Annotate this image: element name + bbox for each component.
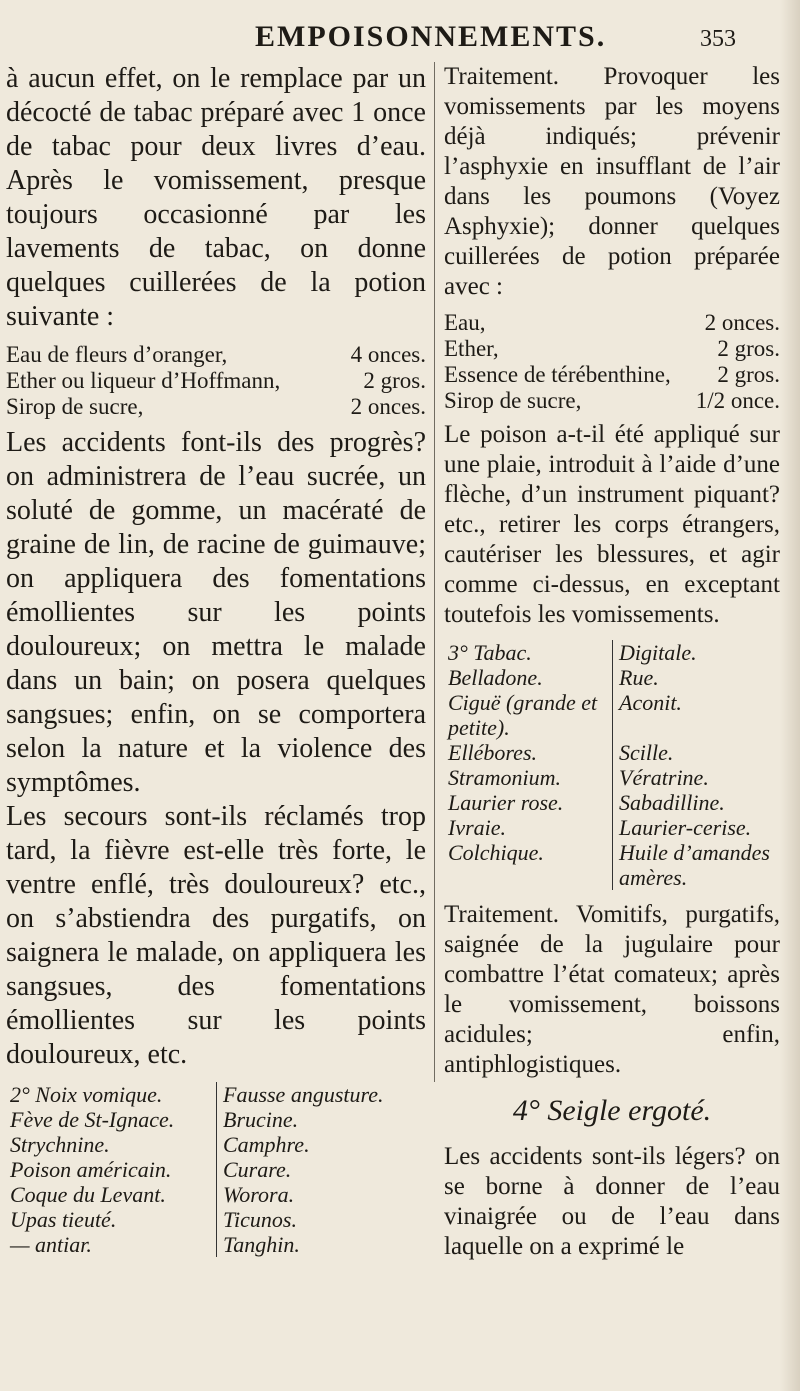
recipe-item: Ether,	[444, 336, 499, 361]
right-paragraph-4: Les accidents sont-ils légers? on se borne à donner de l’eau vinaigrée ou de l’eau dans laquelle on a exprimé le	[444, 1143, 780, 1260]
recipe-row	[444, 336, 780, 362]
list-item: 3° Tabac.	[448, 640, 532, 665]
right-poison-list	[444, 640, 780, 890]
recipe-item: Ether ou liqueur d’Hoffmann,	[6, 368, 281, 393]
list-item: Curare.	[216, 1157, 426, 1182]
list-item: Rue.	[612, 665, 780, 690]
list-item: — antiar.	[10, 1232, 92, 1257]
recipe-qty: 1/2 once.	[695, 388, 780, 413]
left-column	[6, 62, 426, 1267]
recipe-row	[6, 368, 426, 394]
recipe-qty: 2 onces.	[704, 310, 780, 335]
recipe-qty: 2 gros.	[717, 362, 780, 387]
list-item: Ellébores.	[448, 740, 537, 765]
list-item: Coque du Levant.	[10, 1182, 166, 1207]
list-item: Ticunos.	[216, 1207, 426, 1232]
right-column	[444, 62, 780, 1262]
list-item: Camphre.	[216, 1132, 426, 1157]
page-header	[0, 20, 800, 60]
recipe-qty: 4 onces.	[350, 342, 426, 367]
left-paragraph-1: à aucun effet, on le remplace par un décocté de tabac préparé avec 1 once de tabac pour deux livres d’eau. Après le vomissement, presque toujours occasionné par les lavements de tabac, on donne quelques cuillerées de la potion suivante :	[6, 63, 426, 332]
list-item: Stramonium.	[448, 765, 562, 790]
list-item: Worora.	[216, 1182, 426, 1207]
recipe-item: Essence de térébenthine,	[444, 362, 671, 387]
list-item: Ivraie.	[448, 815, 507, 840]
recipe-qty: 2 gros.	[717, 336, 780, 361]
list-item: Laurier-cerise.	[612, 815, 780, 840]
right-paragraph-1: Traitement. Provoquer les vomissements par les moyens déjà indiqués; prévenir l’asphyxie en insufflant de l’air dans les poumons (Voyez Asphyxie); donner quelques cuillerées de potion préparée avec :	[444, 63, 780, 300]
list-item: Tanghin.	[216, 1232, 426, 1257]
section-title: 4° Seigle ergoté.	[512, 1094, 712, 1127]
list-item: Digitale.	[612, 640, 780, 665]
right-paragraph-2: Le poison a-t-il été appliqué sur une plaie, introduit à l’aide d’une flèche, d’un instrument piquant? etc., retirer les corps étrangers, cautériser les blessures, et agir comme ci-dessus, en exceptant toutefois les vomissements.	[444, 421, 780, 628]
list-item: Scille.	[612, 740, 780, 765]
running-title: EMPOISONNEMENTS.	[255, 20, 607, 53]
list-item: Poison américain.	[10, 1157, 172, 1182]
list-item: Strychnine.	[10, 1132, 110, 1157]
right-paragraph-3: Traitement. Vomitifs, purgatifs, saignée de la jugulaire pour combattre l’état comateux; après le vomissement, boissons acidules; enfin, antiphlogistiques.	[444, 901, 780, 1078]
list-item: Laurier rose.	[448, 790, 564, 815]
left-paragraph-2: Les accidents font-ils des progrès? on administrera de l’eau sucrée, un soluté de gomme, un macératé de graine de lin, de racine de guimauve; on appliquera des fomentations émollientes sur les points douloureux; on mettra le malade dans un bain; on posera quelques sangsues; enfin, on se comportera selon la nature et la violence des symptômes.	[6, 427, 426, 798]
list-item: 2° Noix vomique.	[10, 1082, 163, 1107]
recipe-row	[6, 342, 426, 368]
page-number: 353	[700, 26, 736, 52]
recipe-qty: 2 onces.	[350, 394, 426, 419]
recipe-item: Eau,	[444, 310, 486, 335]
recipe-item: Sirop de sucre,	[6, 394, 144, 419]
recipe-row	[444, 388, 780, 414]
list-item: Brucine.	[216, 1107, 426, 1132]
left-recipe	[6, 342, 426, 420]
recipe-qty: 2 gros.	[363, 368, 426, 393]
list-item: Huile d’amandes amères.	[612, 840, 780, 890]
left-poison-list	[6, 1082, 426, 1257]
page-edge	[780, 0, 800, 1391]
column-divider	[434, 62, 435, 1082]
list-item: Sabadilline.	[612, 790, 780, 815]
list-item: Upas tieuté.	[10, 1207, 117, 1232]
right-recipe	[444, 310, 780, 414]
list-item: Fève de St-Ignace.	[10, 1107, 175, 1132]
recipe-item: Sirop de sucre,	[444, 388, 582, 413]
recipe-item: Eau de fleurs d’oranger,	[6, 342, 228, 367]
list-item: Fausse angusture.	[216, 1082, 426, 1107]
list-item: Ciguë (grande et petite).	[448, 690, 598, 740]
list-item: Vératrine.	[612, 765, 780, 790]
recipe-row	[6, 394, 426, 420]
recipe-row	[444, 310, 780, 336]
list-item: Colchique.	[448, 840, 544, 865]
list-item: Aconit.	[612, 690, 780, 740]
recipe-row	[444, 362, 780, 388]
left-paragraph-3: Les secours sont-ils réclamés trop tard, la fièvre est-elle très forte, le ventre enflé, très douloureux? etc., on s’abstiendra des purgatifs, on saignera le malade, on appliquera les sangsues, des fomentations émollientes sur les points douloureux, etc.	[6, 801, 426, 1070]
list-item: Belladone.	[448, 665, 543, 690]
